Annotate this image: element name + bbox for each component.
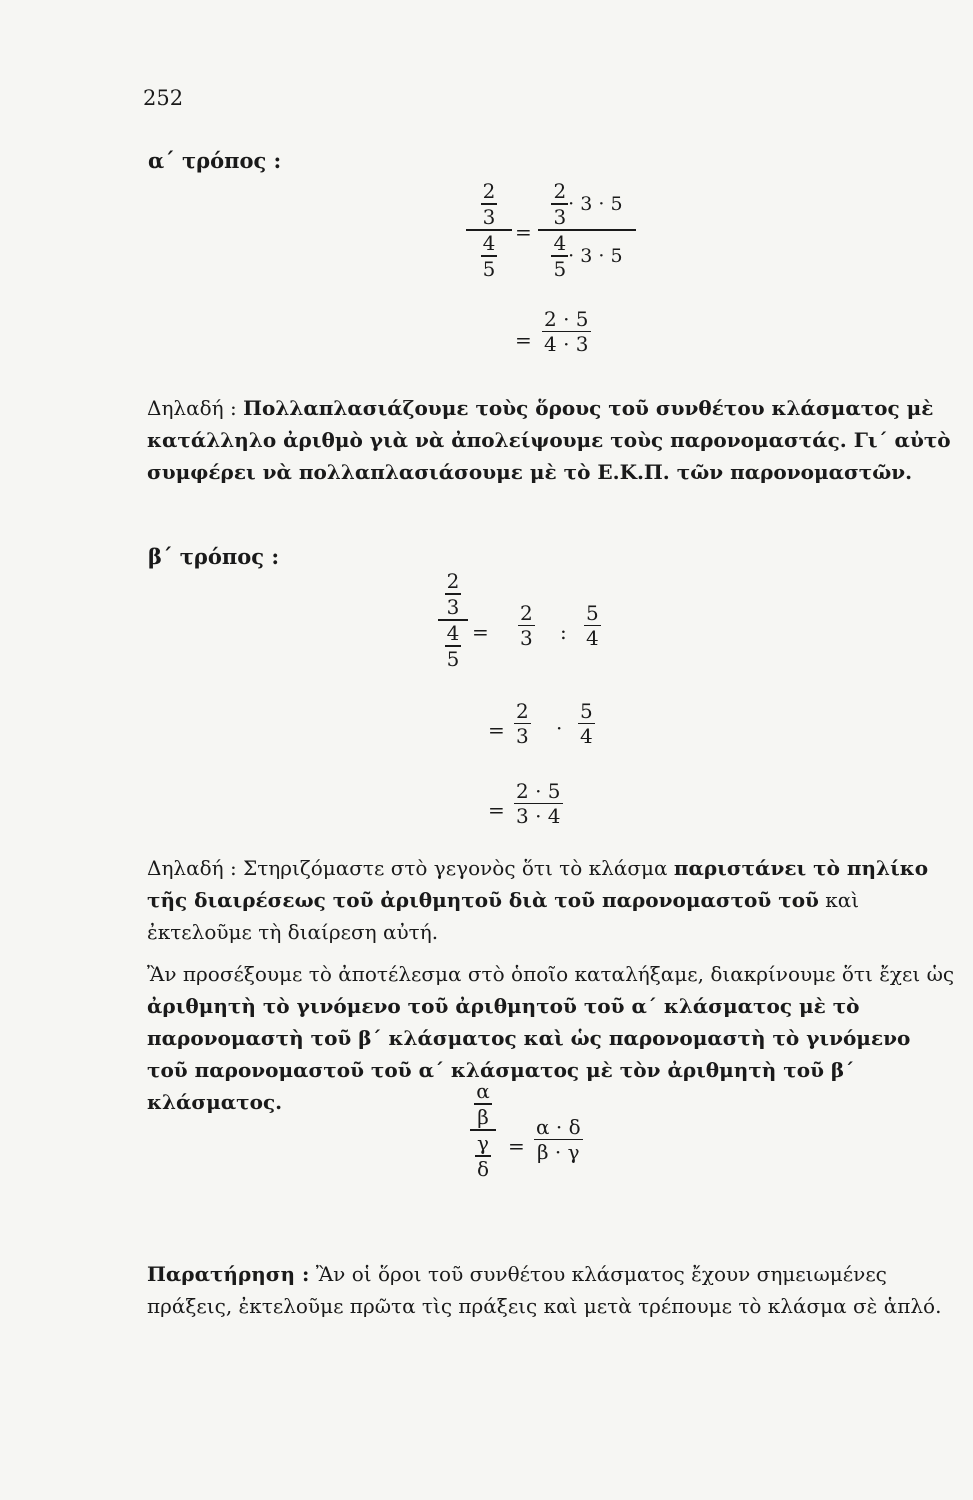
den-top: 4 [482,231,496,255]
remark-label: Παρατήρηση : [147,1262,310,1286]
den-bottom: 5 [446,647,460,671]
denominator: 3 [516,724,529,748]
den-multiplier: · 3 · 5 [568,245,623,267]
numerator: 2 [520,601,533,625]
num-bottom: 3 [446,595,460,619]
multiplication-left-fraction [514,700,531,747]
division-operator: : [560,620,567,644]
equals-sign: = [508,1134,525,1158]
method-b-explanation [147,852,957,948]
method-b-complex-fraction [438,570,468,670]
equals-sign: = [515,220,532,244]
division-right-fraction [584,602,601,649]
denominator: 4 [580,724,593,748]
method-a-complex-fraction [466,180,512,280]
explanation-prefix: Δηλαδή : [147,396,237,420]
result-denominator: β · γ [537,1140,580,1164]
result-numerator: 2 · 5 [544,307,589,331]
explanation-text: Πολλαπλασιάζουμε τοὺς ὅρους τοῦ συνθέτου κλάσματος μὲ κατάλληλο ἀριθμὸ γιὰ νὰ ἀπολείψουμε τοὺς παρονομαστάς. Γι΄ αὐτὸ συμφέρει νὰ πολλαπλασιάσουμε μὲ τὸ Ε.Κ.Π. τῶν παρονομαστῶν. [147,396,951,484]
num-top: α [476,1079,490,1103]
num-multiplier: · 3 · 5 [568,193,623,215]
remark-text: Ἂν οἱ ὅροι τοῦ συνθέτου κλάσματος ἔχουν σημειωμένες πράξεις, ἐκτελοῦμε πρῶτα τὶς πράξεις καὶ μετὰ τρέπουμε τὸ κλάσμα σὲ ἁπλό. [147,1262,942,1318]
equals-sign: = [488,718,505,742]
observation-prefix: Ἂν προσέξουμε τὸ ἀποτέλεσμα στὸ ὁποῖο καταλήξαμε, διακρίνουμε ὅτι ἔχει ὡς [147,962,955,986]
method-b-result-fraction [514,780,563,827]
num-top: 2 [482,179,496,203]
division-left-fraction [518,602,535,649]
explanation-suffix: καὶ ἐκτελοῦμε τὴ διαίρεση αὐτή. [147,888,860,944]
num-bottom: 3 [553,205,567,229]
equals-sign: = [472,620,489,644]
method-a-result-fraction [542,308,591,355]
method-b-observation [147,958,957,1118]
result-numerator: α · δ [536,1115,581,1139]
explanation-prefix: Δηλαδή : Στηριζόμαστε στὸ γεγονὸς ὅτι τὸ κλάσμα [147,856,668,880]
numerator: 5 [580,699,593,723]
multiplication-operator: · [556,716,563,740]
equals-sign: = [515,328,532,352]
general-result-fraction [534,1116,583,1163]
observation-bold: ἀριθμητὴ τὸ γινόμενο τοῦ ἀριθμητοῦ τοῦ α΄ κλάσματος μὲ τὸ παρονομαστὴ τοῦ β΄ κλάσματος καὶ ὡς παρονομαστὴ τὸ γινόμενο τοῦ παρονομαστοῦ τοῦ α΄ κλάσματος μὲ τὸν ἀριθμητὴ τοῦ β΄ κλάσματος. [147,994,911,1114]
num-bottom: 3 [482,205,496,229]
num-top: 2 [446,569,460,593]
method-a-heading: α΄ τρόπος : [148,148,282,173]
equals-sign: = [488,798,505,822]
multiplication-right-fraction [578,700,595,747]
den-top: 4 [553,231,567,255]
remark [147,1258,957,1322]
page-number: 252 [143,86,184,110]
result-numerator: 2 · 5 [516,779,561,803]
denominator: 3 [520,626,533,650]
den-top: γ [477,1131,489,1155]
numerator: 5 [586,601,599,625]
numerator: 2 [516,699,529,723]
result-denominator: 4 · 3 [544,332,589,356]
general-complex-fraction [470,1080,496,1180]
method-a-expanded-fraction [538,180,636,280]
num-top: 2 [553,179,567,203]
den-bottom: δ [476,1157,490,1181]
denominator: 4 [586,626,599,650]
method-a-explanation [147,392,957,488]
den-top: 4 [446,621,460,645]
explanation-bold: παριστάνει τὸ πηλίκο τῆς διαιρέσεως τοῦ ἀριθμητοῦ διὰ τοῦ παρονομαστοῦ τοῦ [147,856,929,912]
result-denominator: 3 · 4 [516,804,561,828]
num-bottom: β [477,1105,489,1129]
den-bottom: 5 [482,257,496,281]
den-bottom: 5 [553,257,567,281]
method-b-heading: β΄ τρόπος : [148,544,280,569]
